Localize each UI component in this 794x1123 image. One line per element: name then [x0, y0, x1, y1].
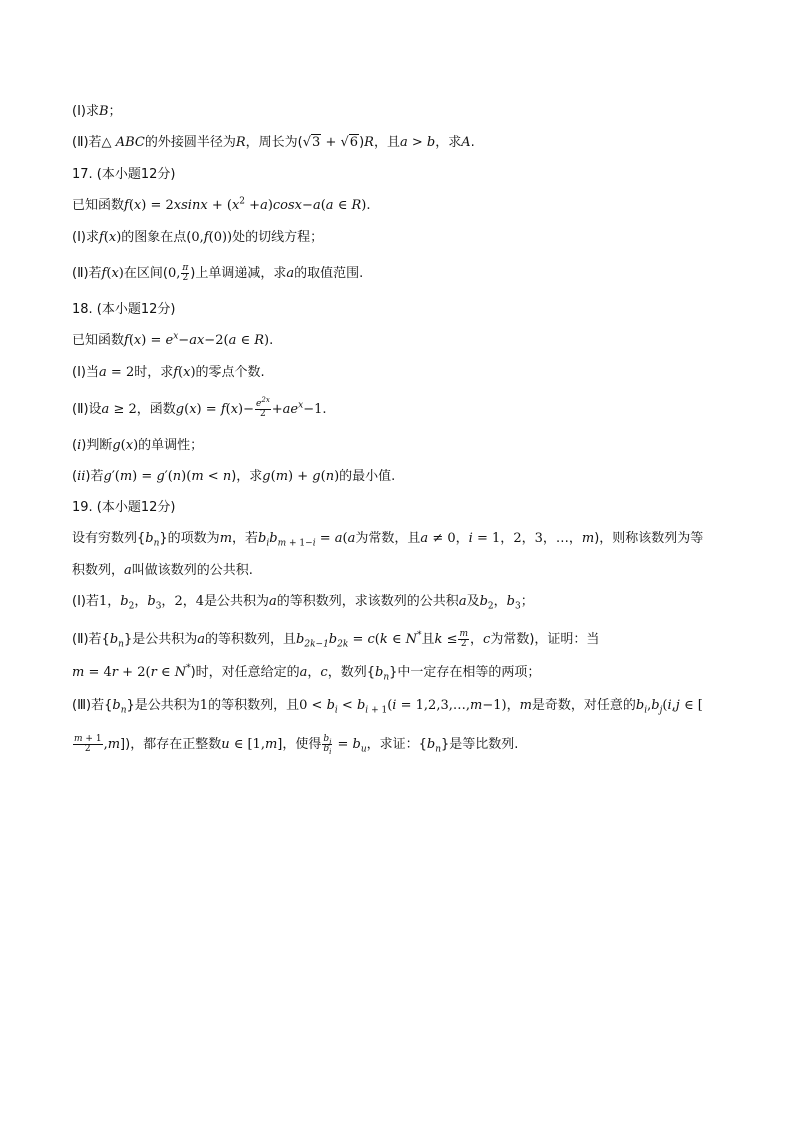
problem-17-part-1: (Ⅰ)求f(x)的图象在点(0,f(0))处的切线方程；	[72, 230, 324, 245]
problem-19-part-3: (Ⅲ)若$\{b_n\}$是公共积为1的等积数列，且$0 < b_i < b_{i + 1}(i$ = 1,2,3,…,m−1)，m是奇数，对任意的$b_i,b_j(i,j$ ∈ [	[72, 698, 703, 716]
problem-18-statement: 已知函数$f(x) = e^x-ax-2(a$ ∈ R).	[72, 331, 274, 348]
problem-18-part-2: (Ⅱ)设a ≥ 2，函数g(x) = f(x)− $\frac{e^{2x}}{2}$ $+ae^x-1$.	[72, 396, 327, 419]
fraction-m-over-2: $\frac{m}{2}$	[459, 629, 469, 649]
problem-19-part-1: (Ⅰ)若1，$b_2$，$b_3$，2，4是公共积为a的等积数列，求该数列的公共积a及$b_2$，$b_3$；	[72, 594, 534, 612]
problem-19-part-3-cont: $\frac{m + 1}{2}$ ,m])，都存在正整数u ∈ [1,m]，使得 $\frac{b_j}{b_i}$ = $b_u$，求证：$\{b_n\}$是等比数列.	[74, 734, 519, 756]
problem-19-definition-cont: 积数列，a叫做该数列的公共积.	[72, 563, 253, 578]
problem-17-part-2: (Ⅱ)若f(x)在区间(0, $\frac{\pi}{2}$ )上单调递减，求a的取值范围.	[72, 263, 364, 283]
problem-19-definition: 设有穷数列$\{b_n\}$的项数为m，若$b_ib_{m + 1-i} = a(a$为常数，且a ≠ 0，i = 1，2，3，…，m)，则称该数列为等	[72, 531, 704, 549]
part-1-find-B: (Ⅰ)求B；	[72, 104, 122, 119]
fraction-e-2x-over-2: $\frac{e^{2x}}{2}$	[256, 396, 270, 419]
problem-18-part-2-i: (i)判断g(x)的单调性；	[72, 438, 204, 453]
part-2-triangle: (Ⅱ)若△ ABC的外接圆半径为R，周长为(√3 + √6)R，且a > b，求A.	[72, 135, 475, 150]
problem-19-header: 19. (本小题12分)	[72, 500, 176, 515]
fraction-bj-over-bi: $\frac{b_j}{b_i}$	[323, 734, 332, 756]
fraction-pi-over-2: $\frac{\pi}{2}$	[182, 263, 189, 283]
problem-18-header: 18. (本小题12分)	[72, 302, 176, 317]
problem-19-part-2-cont: m = 4r + 2(r ∈ N*)时，对任意给定的a，c，数列$\{b_n\}$中一定存在相等的两项；	[72, 663, 541, 683]
fraction-m-plus-1-over-2: $\frac{m + 1}{2}$	[74, 734, 102, 754]
problem-17-header: 17. (本小题12分)	[72, 167, 176, 182]
problem-19-part-2: (Ⅱ)若$\{b_n\}$是公共积为a的等积数列，且$b_{2k-1}b_{2k} = c(k$ ∈ N*且k ≤ $\frac{m}{2}$ ，c为常数)，证明：当	[72, 629, 600, 650]
problem-18-part-1: (Ⅰ)当a = 2时，求f(x)的零点个数.	[72, 365, 265, 380]
problem-17-statement: 已知函数$f(x) = 2xsinx + (x^2 +a)\cos x-a(a$ ∈ R).	[72, 196, 371, 213]
problem-18-part-2-ii: (ii)若g′(m) = g′(n)(m < n)，求g(m) + g(n)的最小值.	[72, 469, 396, 484]
